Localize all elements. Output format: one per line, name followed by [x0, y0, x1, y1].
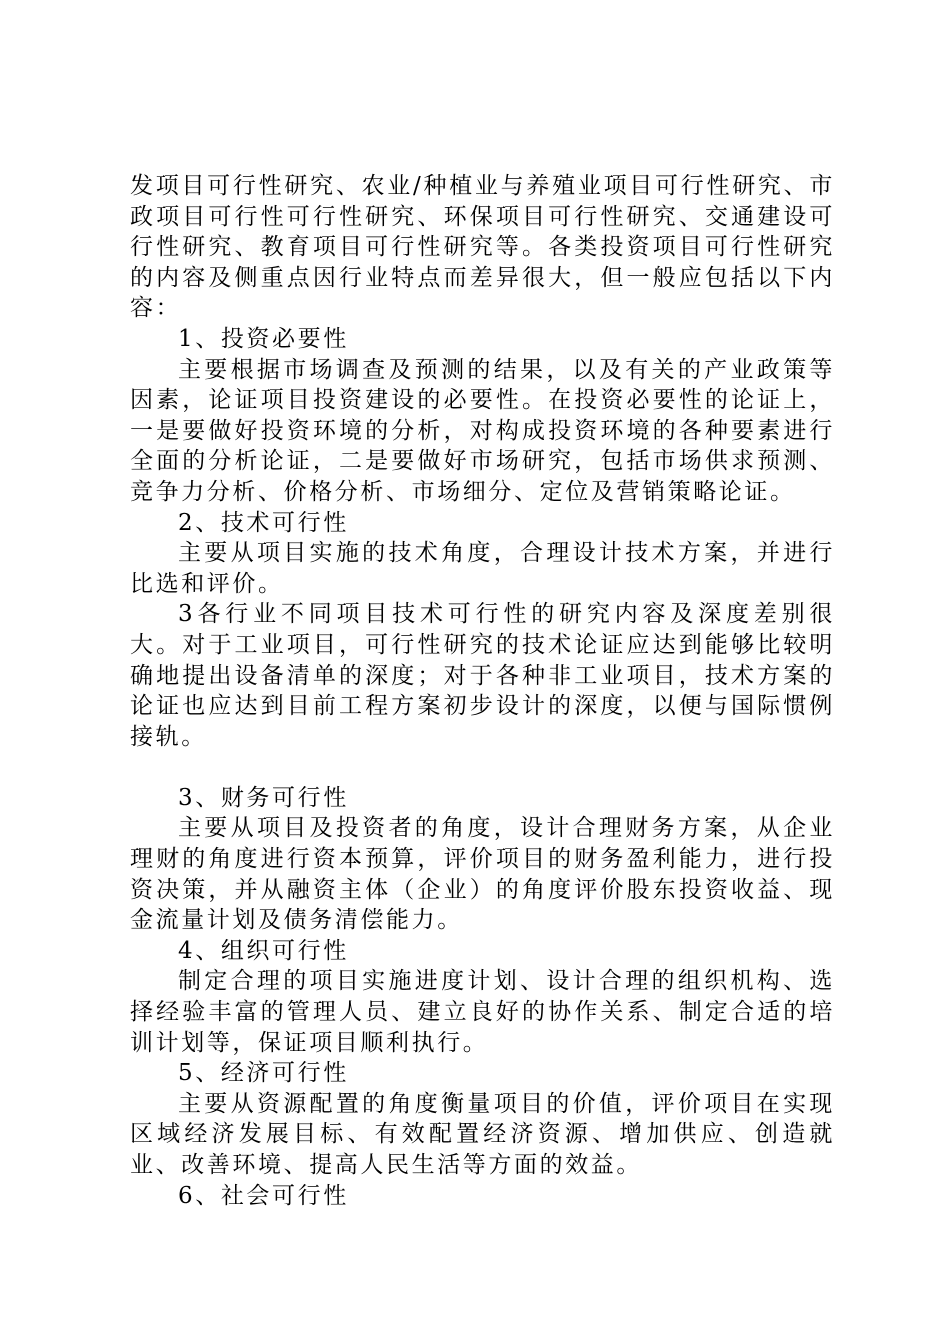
blank-line [130, 752, 835, 783]
intro-paragraph: 发项目可行性研究、农业/种植业与养殖业项目可行性研究、市政项目可行性可行性研究、环保项目可行性研究、交通建设可行性研究、教育项目可行性研究等。各类投资项目可行性研究的内容及侧重点因行业特点而差异很大，但一般应包括以下内容： [130, 173, 835, 322]
section-heading-organizational-feasibility: 4、组织可行性 [178, 937, 349, 964]
economic-feasibility-paragraph: 主要从资源配置的角度衡量项目的价值，评价项目在实现区域经济发展目标、有效配置经济资源、增加供应、创造就业、改善环境、提高人民生活等方面的效益。 [130, 1090, 835, 1178]
section-heading-investment-necessity: 1、投资必要性 [178, 325, 349, 352]
technical-depth-paragraph: 3各行业不同项目技术可行性的研究内容及深度差别很大。对于工业项目，可行性研究的技术论证应达到能够比较明确地提出设备清单的深度；对于各种非工业项目，技术方案的论证也应达到目前工程方案初步设计的深度，以便与国际惯例接轨。 [130, 601, 835, 750]
section-heading-social-feasibility: 6、社会可行性 [178, 1182, 349, 1209]
investment-necessity-paragraph: 主要根据市场调查及预测的结果，以及有关的产业政策等因素，论证项目投资建设的必要性。在投资必要性的论证上，一是要做好投资环境的分析，对构成投资环境的各种要素进行全面的分析论证，二是要做好市场研究，包括市场供求预测、竞争力分析、价格分析、市场细分、定位及营销策略论证。 [130, 356, 835, 505]
financial-feasibility-paragraph: 主要从项目及投资者的角度，设计合理财务方案，从企业理财的角度进行资本预算，评价项目的财务盈利能力，进行投资决策，并从融资主体（企业）的角度评价股东投资收益、现金流量计划及债务清偿能力。 [130, 815, 835, 934]
section-heading-economic-feasibility: 5、经济可行性 [178, 1060, 349, 1087]
technical-feasibility-paragraph: 主要从项目实施的技术角度，合理设计技术方案，并进行比选和评价。 [130, 540, 835, 597]
document-body [130, 171, 835, 1211]
section-heading-financial-feasibility: 3、财务可行性 [178, 784, 349, 811]
section-heading-technical-feasibility: 2、技术可行性 [178, 509, 349, 536]
organizational-feasibility-paragraph: 制定合理的项目实施进度计划、设计合理的组织机构、选择经验丰富的管理人员、建立良好的协作关系、制定合适的培训计划等，保证项目顺利执行。 [130, 968, 835, 1056]
